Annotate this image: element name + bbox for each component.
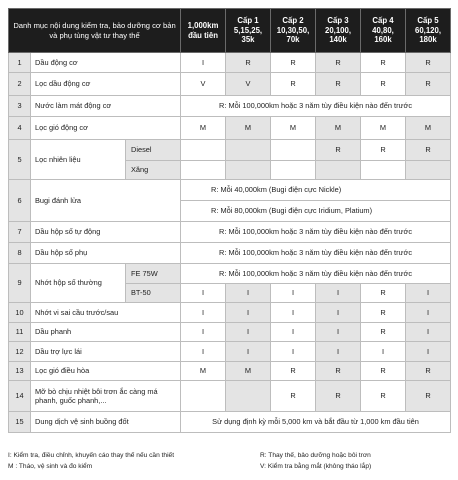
header-first: 1,000km đầu tiên bbox=[181, 9, 226, 53]
cell-level-3: R bbox=[316, 139, 361, 160]
row-number: 9 bbox=[9, 264, 31, 303]
header-level-3: Cấp 3 20,100, 140k bbox=[316, 9, 361, 53]
row-note: R: Mỗi 100,000km hoặc 3 năm tùy điều kiện nào đến trước bbox=[181, 264, 451, 284]
cell-level-2: R bbox=[271, 53, 316, 73]
row-name: Lọc nhiên liệu bbox=[31, 139, 126, 180]
row-name: Lọc gió điều hòa bbox=[31, 361, 181, 381]
cell-level-2: M bbox=[271, 116, 316, 139]
cell-level-4: R bbox=[361, 322, 406, 342]
cell-level-3: R bbox=[316, 72, 361, 95]
maintenance-table bbox=[8, 8, 451, 433]
legend-v: V: Kiểm tra bằng mắt (không tháo lắp) bbox=[260, 463, 372, 470]
cell-level-1: I bbox=[226, 283, 271, 303]
header-level-4: Cấp 4 40,80, 160k bbox=[361, 9, 406, 53]
cell-level-5: M bbox=[406, 116, 451, 139]
cell-level-3: I bbox=[316, 303, 361, 323]
row-number: 5 bbox=[9, 139, 31, 180]
row-number: 12 bbox=[9, 342, 31, 362]
cell-level-5 bbox=[406, 160, 451, 180]
legend-i: I: Kiểm tra, điều chỉnh, khuyến cáo thay thế nếu cần thiết bbox=[8, 452, 175, 459]
cell-first bbox=[181, 139, 226, 160]
maintenance-schedule bbox=[8, 8, 450, 433]
table-row bbox=[9, 180, 451, 201]
row-number: 3 bbox=[9, 95, 31, 116]
cell-level-3: M bbox=[316, 116, 361, 139]
cell-level-3: I bbox=[316, 342, 361, 362]
table-row bbox=[9, 222, 451, 243]
row-name: Lọc dầu động cơ bbox=[31, 72, 181, 95]
cell-first bbox=[181, 381, 226, 412]
cell-level-1: V bbox=[226, 72, 271, 95]
row-number: 13 bbox=[9, 361, 31, 381]
row-number: 8 bbox=[9, 243, 31, 264]
cell-first: I bbox=[181, 342, 226, 362]
cell-first: M bbox=[181, 361, 226, 381]
row-name: Dầu trợ lực lái bbox=[31, 342, 181, 362]
legend-r: R: Thay thế, bảo dưỡng hoặc bôi trơn bbox=[260, 452, 371, 459]
cell-level-5: R bbox=[406, 139, 451, 160]
cell-level-3: R bbox=[316, 381, 361, 412]
cell-level-3: R bbox=[316, 53, 361, 73]
cell-first: V bbox=[181, 72, 226, 95]
cell-level-5: I bbox=[406, 283, 451, 303]
cell-level-4: R bbox=[361, 361, 406, 381]
table-row bbox=[9, 139, 451, 160]
cell-level-2 bbox=[271, 160, 316, 180]
row-note: R: Mỗi 40,000km (Bugi điện cực Nickle) bbox=[181, 180, 451, 201]
cell-level-5: R bbox=[406, 53, 451, 73]
row-name: Dầu phanh bbox=[31, 322, 181, 342]
cell-level-1: I bbox=[226, 303, 271, 323]
cell-level-4: R bbox=[361, 381, 406, 412]
cell-first bbox=[181, 160, 226, 180]
table-row bbox=[9, 342, 451, 362]
row-number: 11 bbox=[9, 322, 31, 342]
cell-level-1: I bbox=[226, 342, 271, 362]
cell-level-2: I bbox=[271, 342, 316, 362]
table-row bbox=[9, 264, 451, 284]
sub-label-xang: Xăng bbox=[126, 160, 181, 180]
cell-level-1: M bbox=[226, 116, 271, 139]
table-row bbox=[9, 381, 451, 412]
row-name: Nhớt vi sai cầu trước/sau bbox=[31, 303, 181, 323]
cell-level-1 bbox=[226, 381, 271, 412]
cell-level-5: R bbox=[406, 72, 451, 95]
table-row bbox=[9, 116, 451, 139]
cell-level-5: R bbox=[406, 381, 451, 412]
cell-level-2: R bbox=[271, 72, 316, 95]
table-row bbox=[9, 72, 451, 95]
header-level-1: Cấp 1 5,15,25, 35k bbox=[226, 9, 271, 53]
row-number: 2 bbox=[9, 72, 31, 95]
cell-first: I bbox=[181, 303, 226, 323]
row-number: 15 bbox=[9, 412, 31, 433]
row-number: 14 bbox=[9, 381, 31, 412]
cell-first: I bbox=[181, 53, 226, 73]
cell-level-4: R bbox=[361, 303, 406, 323]
sub-label-bt50: BT-50 bbox=[126, 283, 181, 303]
cell-level-3: R bbox=[316, 361, 361, 381]
row-note: R: Mỗi 80,000km (Bugi điện cực Iridium, Platium) bbox=[181, 201, 451, 222]
row-name: Mỡ bò chịu nhiệt bôi trơn ắc càng má phanh, guốc phanh,... bbox=[31, 381, 181, 412]
table-row bbox=[9, 322, 451, 342]
cell-level-2: R bbox=[271, 381, 316, 412]
cell-level-2: I bbox=[271, 322, 316, 342]
row-number: 1 bbox=[9, 53, 31, 73]
cell-level-4: R bbox=[361, 283, 406, 303]
cell-level-3 bbox=[316, 160, 361, 180]
row-number: 4 bbox=[9, 116, 31, 139]
row-name: Nước làm mát động cơ bbox=[31, 95, 181, 116]
cell-level-3: I bbox=[316, 283, 361, 303]
cell-level-4: I bbox=[361, 342, 406, 362]
cell-level-2 bbox=[271, 139, 316, 160]
cell-level-4: R bbox=[361, 72, 406, 95]
cell-level-1: M bbox=[226, 361, 271, 381]
cell-first: I bbox=[181, 283, 226, 303]
cell-level-1: I bbox=[226, 322, 271, 342]
header-level-5: Cấp 5 60,120, 180k bbox=[406, 9, 451, 53]
cell-level-2: R bbox=[271, 361, 316, 381]
table-row bbox=[9, 361, 451, 381]
header-item: Danh mục nội dung kiểm tra, bảo dưỡng cơ bản và phụ tùng vật tư thay thế bbox=[9, 9, 181, 53]
row-number: 7 bbox=[9, 222, 31, 243]
cell-level-4: M bbox=[361, 116, 406, 139]
cell-level-5: R bbox=[406, 361, 451, 381]
cell-first: I bbox=[181, 322, 226, 342]
sub-label-diesel: Diesel bbox=[126, 139, 181, 160]
cell-first: M bbox=[181, 116, 226, 139]
cell-level-2: I bbox=[271, 283, 316, 303]
table-row bbox=[9, 95, 451, 116]
row-name: Lọc gió động cơ bbox=[31, 116, 181, 139]
cell-level-2: I bbox=[271, 303, 316, 323]
row-name: Dầu hộp số phụ bbox=[31, 243, 181, 264]
row-note: R: Mỗi 100,000km hoặc 3 năm tùy điều kiện nào đến trước bbox=[181, 95, 451, 116]
table-row bbox=[9, 53, 451, 73]
row-name: Bugi đánh lửa bbox=[31, 180, 181, 222]
table-row bbox=[9, 412, 451, 433]
row-name: Dầu hộp số tự động bbox=[31, 222, 181, 243]
cell-level-5: I bbox=[406, 322, 451, 342]
row-name: Dầu động cơ bbox=[31, 53, 181, 73]
header-row bbox=[9, 9, 451, 53]
row-number: 6 bbox=[9, 180, 31, 222]
cell-level-1 bbox=[226, 160, 271, 180]
table-row bbox=[9, 303, 451, 323]
row-name: Dung dịch vệ sinh buồng đốt bbox=[31, 412, 181, 433]
cell-level-3: I bbox=[316, 322, 361, 342]
cell-level-4 bbox=[361, 160, 406, 180]
cell-level-1: R bbox=[226, 53, 271, 73]
sub-label-fe75w: FE 75W bbox=[126, 264, 181, 284]
header-level-2: Cấp 2 10,30,50, 70k bbox=[271, 9, 316, 53]
cell-level-4: R bbox=[361, 53, 406, 73]
cell-level-5: I bbox=[406, 303, 451, 323]
row-note: Sử dụng định kỳ mỗi 5,000 km và bắt đầu từ 1,000 km đầu tiên bbox=[181, 412, 451, 433]
row-name: Nhớt hộp số thường bbox=[31, 264, 126, 303]
cell-level-5: I bbox=[406, 342, 451, 362]
row-number: 10 bbox=[9, 303, 31, 323]
table-row bbox=[9, 243, 451, 264]
row-note: R: Mỗi 100,000km hoặc 3 năm tùy điều kiện nào đến trước bbox=[181, 222, 451, 243]
cell-level-4: R bbox=[361, 139, 406, 160]
cell-level-1 bbox=[226, 139, 271, 160]
legend-m: M : Tháo, vệ sinh và đo kiểm bbox=[8, 463, 93, 470]
row-note: R: Mỗi 100,000km hoặc 3 năm tùy điều kiện nào đến trước bbox=[181, 243, 451, 264]
